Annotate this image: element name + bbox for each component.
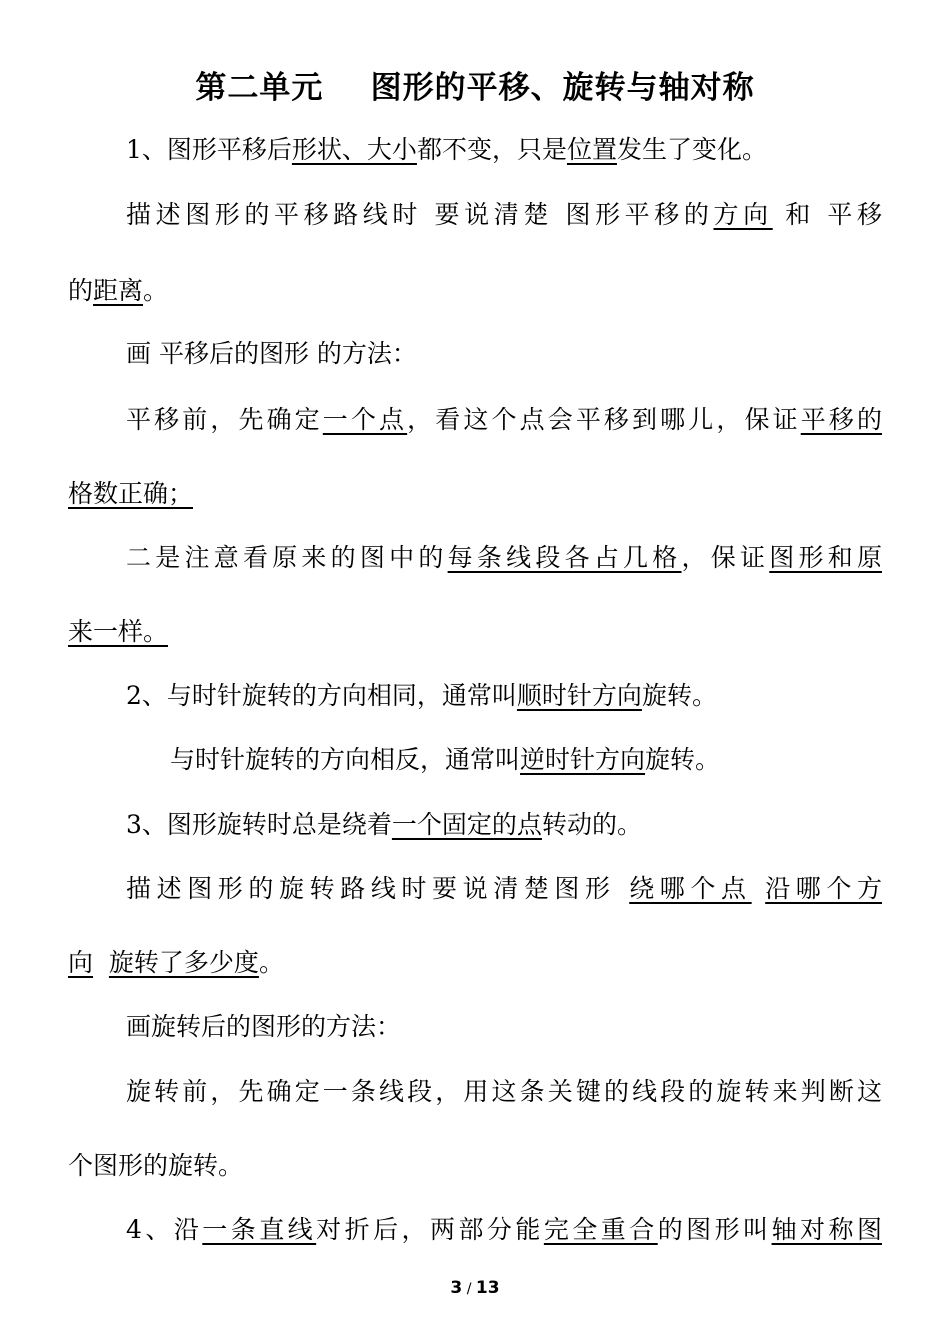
paragraph-translation-1 (126, 133, 767, 167)
underlined-term: 完全重合 (543, 1215, 658, 1244)
underlined-term: 平移的 (800, 405, 882, 434)
underlined-term: 轴对称图 (771, 1215, 882, 1244)
underlined-term: 一个点 (322, 405, 408, 434)
text-segment: 画旋转后的图形的方法： (126, 1012, 402, 1041)
underlined-term: 格数正确； (68, 479, 194, 508)
text-segment: 与时针旋转的方向相反，通常叫 (170, 745, 521, 774)
paragraph-translation-step-2 (126, 541, 882, 575)
text-segment: 描述图形的平移路线时 要说清楚 图形平移的 (126, 200, 714, 229)
page-number (0, 1278, 950, 1298)
text-segment: 。 (258, 948, 284, 977)
text-segment: ，看这个点会平移到哪儿，保证 (407, 405, 801, 434)
text-segment: 旋转。 (641, 681, 717, 710)
underlined-term: 方向 (713, 200, 773, 229)
text-segment: 对折后，两部分能 (316, 1215, 544, 1244)
underlined-term: 一条直线 (202, 1215, 317, 1244)
paragraph-rotation-describe (126, 872, 882, 906)
underlined-term: 一个固定的点 (391, 810, 542, 839)
text-segment: ，保证 (681, 543, 770, 572)
text-segment: 4、沿 (126, 1215, 203, 1244)
paragraph-translation-step-2-cont (68, 615, 168, 649)
text-segment: 转动的。 (541, 810, 642, 839)
text-segment: 画 平移后的图形 的方法： (126, 339, 417, 368)
underlined-term: 逆时针方向 (520, 745, 646, 774)
page-title: 第二单元 图形的平移、旋转与轴对称 (195, 70, 755, 106)
paragraph-rotation-method-cont (68, 1149, 243, 1183)
underlined-term: 每条线段各占几格 (447, 543, 682, 572)
text-segment: 的图形叫 (657, 1215, 772, 1244)
text-segment: 的 (68, 276, 94, 305)
underlined-term: 图形和原 (769, 543, 882, 572)
paragraph-rotation-3 (126, 808, 642, 842)
paragraph-translation-describe-cont (68, 274, 168, 308)
underlined-term: 位置 (566, 135, 617, 164)
underlined-term: 来一样。 (68, 617, 169, 646)
paragraph-rotation-clockwise (126, 679, 717, 713)
text-segment (93, 948, 109, 977)
text-segment: 3、图形旋转时总是绕着 (126, 810, 392, 839)
paragraph-translation-describe (126, 198, 882, 232)
text-segment: 2、与时针旋转的方向相同，通常叫 (126, 681, 517, 710)
total-pages: 13 (475, 1278, 500, 1298)
paragraph-rotation-method-heading (126, 1010, 401, 1044)
underlined-term: 绕哪个点 (629, 874, 752, 903)
paragraph-rotation-method (126, 1075, 882, 1109)
text-segment: 都不变，只是 (416, 135, 567, 164)
underlined-term: 向 (68, 948, 94, 977)
paragraph-rotation-describe-cont (68, 946, 284, 980)
paragraph-translation-step-1-cont (68, 477, 193, 511)
text-segment: 平移前，先确定 (126, 405, 323, 434)
text-segment: 旋转前，先确定一条线段，用这条关键的线段的旋转来判断这 (126, 1077, 882, 1106)
text-segment: 1、图形平移后 (126, 135, 292, 164)
text-segment: 旋转。 (645, 745, 721, 774)
text-segment: 描述图形的旋转路线时要说清楚图形 (126, 874, 630, 903)
paragraph-rotation-counterclockwise (170, 743, 720, 777)
paragraph-symmetry (126, 1213, 882, 1247)
text-segment: 发生了变化。 (616, 135, 767, 164)
page-separator: / (462, 1281, 476, 1297)
underlined-term: 距离 (93, 276, 144, 305)
underlined-term: 顺时针方向 (516, 681, 642, 710)
underlined-term: 沿哪个方 (765, 874, 882, 903)
text-segment: 和 平移 (772, 200, 882, 229)
paragraph-translation-step-1 (126, 403, 882, 437)
underlined-term: 形状、大小 (291, 135, 417, 164)
text-segment: 二是注意看原来的图中的 (126, 543, 448, 572)
text-segment: 。 (143, 276, 169, 305)
text-segment: 个图形的旋转。 (68, 1151, 244, 1180)
paragraph-translation-method-heading (126, 337, 417, 371)
underlined-term: 旋转了多少度 (108, 948, 259, 977)
text-segment (752, 874, 766, 903)
current-page: 3 (450, 1278, 463, 1298)
